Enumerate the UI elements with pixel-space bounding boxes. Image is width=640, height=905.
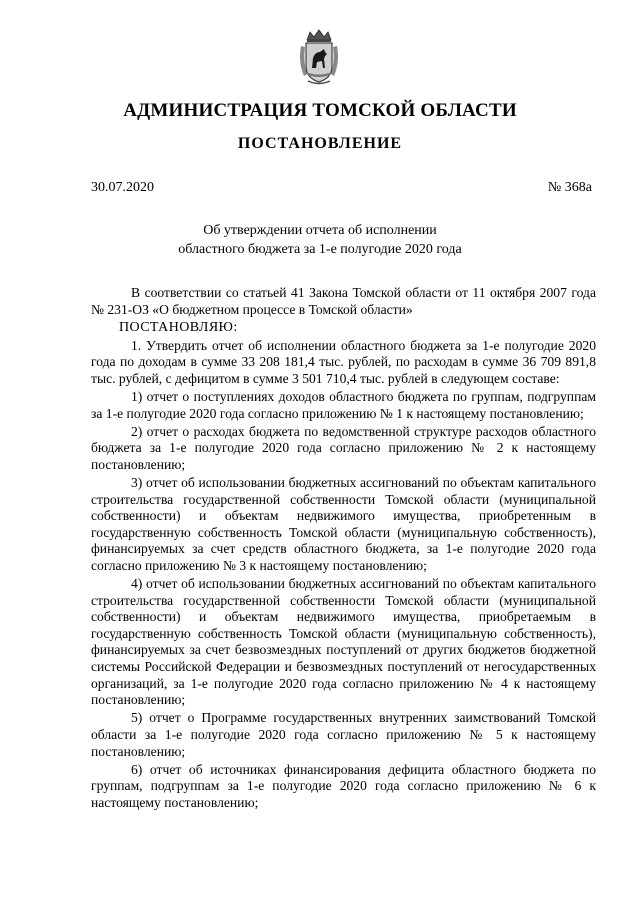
document-number: № 368а bbox=[547, 180, 592, 195]
subitem-5-paragraph: 5) отчет о Программе государственных внутренних заимствований Томской области за 1-е полугодие 2020 года согласно приложению № 5 к настоящему постановлению; bbox=[91, 710, 596, 759]
subitem-3-paragraph: 3) отчет об использовании бюджетных ассигнований по объектам капитального строительства государственной собственности Томской области (муниципальной собственности) и объектам недвижимого имущества, приобретенным в государственную собственность Томской области (муниципальную собственность), финансируемых за счет средств областного бюджета, за 1-е полугодие 2020 года согласно приложению № 3 к настоящему постановлению; bbox=[91, 475, 596, 573]
coat-of-arms-icon bbox=[298, 28, 340, 86]
document-body bbox=[91, 285, 596, 813]
preamble-paragraph: В соответствии со статьей 41 Закона Томской области от 11 октября 2007 года № 231-ОЗ «О бюджетном процессе в Томской области» bbox=[91, 285, 596, 317]
decree-word: ПОСТАНОВЛЯЮ: bbox=[119, 319, 238, 335]
subitem-6-paragraph: 6) отчет об источниках финансирования дефицита областного бюджета по группам, подгруппам за 1-е полугодие 2020 года согласно приложению № 6 к настоящему постановлению; bbox=[91, 761, 596, 810]
document-date: 30.07.2020 bbox=[91, 180, 154, 195]
subject-line-2: областного бюджета за 1-е полугодие 2020 года bbox=[178, 242, 462, 257]
subitem-1-paragraph: 1) отчет о поступлениях доходов областного бюджета по группам, подгруппам за 1-е полугодие 2020 года согласно приложению № 1 к настоящему постановлению; bbox=[91, 389, 596, 421]
item-1-paragraph: 1. Утвердить отчет об исполнении областного бюджета за 1-е полугодие 2020 года по доходам в сумме 33 208 181,4 тыс. рублей, по расходам в сумме 36 709 891,8 тыс. рублей, с дефицитом в сумме 3 501 710,4 тыс. рублей в следующем составе: bbox=[91, 337, 596, 386]
organization-title: АДМИНИСТРАЦИЯ ТОМСКОЙ ОБЛАСТИ bbox=[123, 100, 517, 121]
subject-line-1: Об утверждении отчета об исполнении bbox=[203, 223, 437, 238]
document-type: ПОСТАНОВЛЕНИЕ bbox=[237, 135, 403, 152]
document-subject bbox=[0, 221, 640, 259]
subitem-2-paragraph: 2) отчет о расходах бюджета по ведомственной структуре расходов областного бюджета за 1-е полугодие 2020 года согласно приложению № 2 к настоящему постановлению; bbox=[91, 423, 596, 472]
subitem-4-paragraph: 4) отчет об использовании бюджетных ассигнований по объектам капитального строительства государственной собственности Томской области (муниципальной собственности) и объектам недвижимого имущества, приобретаемым в государственную собственность Томской области (муниципальную собственность), финансируемых за счет безвозмездных поступлений от других бюджетов бюджетной системы Российской Федерации и безвозмездных поступлений от негосударственных организаций, за 1-е полугодие 2020 года согласно приложению № 4 к настоящему постановлению; bbox=[91, 576, 596, 708]
